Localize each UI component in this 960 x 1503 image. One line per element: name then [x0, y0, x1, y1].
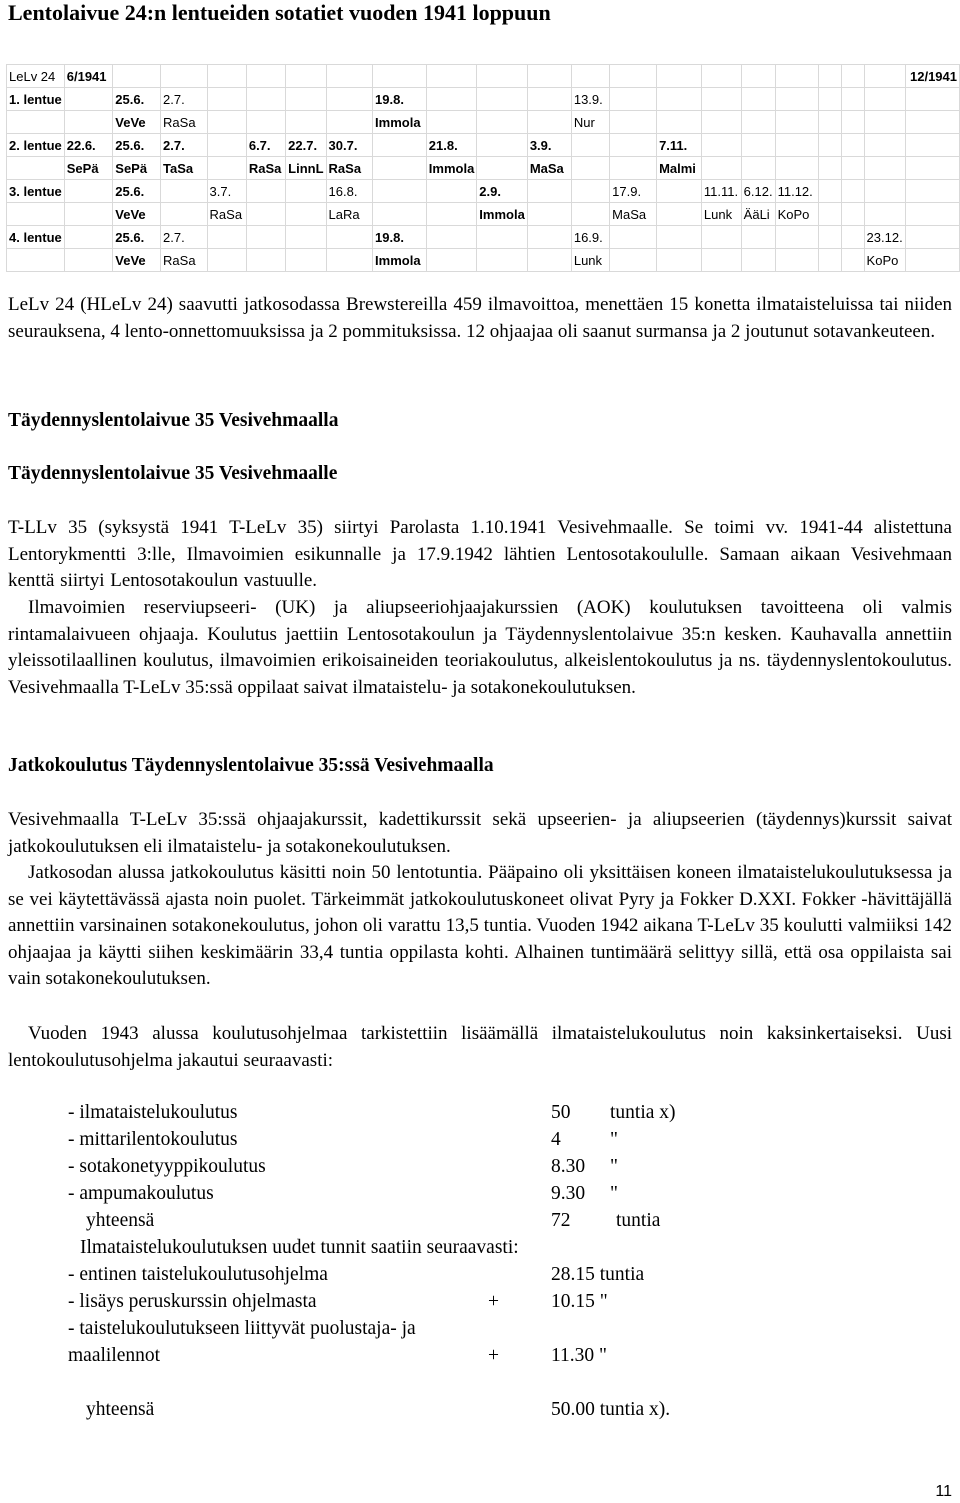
table-cell: 12/1941 — [905, 65, 959, 88]
table-cell — [571, 134, 609, 157]
table-row — [7, 111, 960, 134]
table-cell — [657, 203, 702, 226]
table-cell: Lunk — [571, 249, 609, 272]
table-cell — [477, 157, 528, 180]
table-cell — [841, 249, 864, 272]
table-cell: SePä — [113, 157, 161, 180]
table-cell — [246, 180, 285, 203]
table-cell — [527, 65, 571, 88]
table-cell — [701, 249, 741, 272]
table-row — [7, 134, 960, 157]
paragraph-courses: Vesivehmaalla T-LeLv 35:ssä ohjaajakurssit, kadettikurssit sekä upseerien- ja aliupseerien (täydennys)kurssit saivat jatkokoulutuksen eli ilmataistelu- ja sotakonekoulutuksen. — [8, 809, 952, 857]
squadron-timeline-table — [6, 64, 960, 272]
program-item-unit: tuntia x) — [610, 1102, 676, 1123]
table-cell — [527, 88, 571, 111]
program-sub-heading: Ilmataistelukoulutuksen uudet tunnit saatiin seuraavasti: — [80, 1237, 519, 1258]
table-cell — [741, 134, 775, 157]
table-cell — [207, 249, 246, 272]
program-sub-total-label: yhteensä — [86, 1399, 155, 1420]
table-cell — [326, 249, 373, 272]
program-item-unit: " — [610, 1129, 618, 1150]
table-cell: 19.8. — [373, 226, 427, 249]
table-cell — [864, 203, 905, 226]
table-cell — [741, 65, 775, 88]
table-cell — [207, 65, 246, 88]
table-cell — [246, 249, 285, 272]
table-cell — [64, 180, 113, 203]
program-sub-item-value: 11.30 " — [551, 1345, 607, 1366]
table-cell — [326, 111, 373, 134]
table-cell — [7, 249, 65, 272]
table-cell: 22.6. — [64, 134, 113, 157]
table-cell — [841, 226, 864, 249]
program-sub-item-value: 28.15 tuntia — [551, 1264, 645, 1285]
table-cell — [701, 65, 741, 88]
program-sub-item-label: - lisäys peruskurssin ohjelmasta — [68, 1291, 317, 1312]
table-cell: TaSa — [161, 157, 208, 180]
table-cell: 3.9. — [527, 134, 571, 157]
table-cell — [64, 226, 113, 249]
program-item-label: - ampumakoulutus — [68, 1183, 214, 1204]
table-cell — [373, 180, 427, 203]
table-cell — [426, 180, 477, 203]
program-item-unit: " — [610, 1156, 618, 1177]
table-cell — [741, 249, 775, 272]
table-cell — [246, 88, 285, 111]
table-cell: 6.7. — [246, 134, 285, 157]
table-cell: 23.12. — [864, 226, 905, 249]
table-cell — [610, 157, 657, 180]
table-cell — [207, 111, 246, 134]
table-cell: 6.12. — [741, 180, 775, 203]
table-cell: 25.6. — [113, 88, 161, 111]
table-cell — [286, 226, 326, 249]
table-cell — [426, 111, 477, 134]
section-heading-vesivehmaalle: Täydennyslentolaivue 35 Vesivehmaalle — [8, 463, 338, 484]
table-cell — [818, 157, 841, 180]
paragraph-transfer: T-LLv 35 (syksystä 1941 T-LeLv 35) siirtyi Parolasta 1.10.1941 Vesivehmaalle. Se toimi vv. 1941-44 alistettuna Lentorykmentti 3:lle, Ilmavoimien esikunnalle ja 17.9.1942 lähtien Lentosotakoululle. Samaan aikaan Vesivehmaan kenttä siirtyi Lentosotakoulun vastuulle. — [8, 517, 952, 592]
table-cell — [818, 249, 841, 272]
table-cell — [610, 134, 657, 157]
table-cell — [426, 65, 477, 88]
table-row — [7, 226, 960, 249]
paragraph-continuation-war: Jatkosodan alussa jatkokoulutus käsitti noin 50 lentotuntia. Pääpaino oli yksittäisen koneen ilmataistelukoulutuksessa ja se vei käytettävässä ajasta noin puolet. Tärkeimmät jatkokoulutuskoneet olivat Pyry ja Fokker D.XXI. Fokker -hävittäjällä annettiin varsinainen sotakonekoulutus, johon oli varattu 13,5 tuntia. Vuoden 1942 aikana T-LeLv 35 koulutti valmiiksi 142 ohjaajaa ja käytti siihen keskimäärin 33,4 tuntia oppilasta kohti. Alhainen tuntimäärä selittyy sillä, että osa oppilaista sai vain sotakonekoulutuksen. — [8, 862, 952, 990]
table-cell: RaSa — [207, 203, 246, 226]
program-total-value: 72 — [551, 1210, 571, 1231]
table-cell — [818, 88, 841, 111]
program-sub-item-value: 10.15 " — [551, 1291, 608, 1312]
table-cell — [113, 65, 161, 88]
table-cell — [426, 249, 477, 272]
table-cell: RaSa — [161, 249, 208, 272]
table-cell: VeVe — [113, 249, 161, 272]
table-cell — [373, 134, 427, 157]
table-cell — [701, 157, 741, 180]
table-cell — [841, 88, 864, 111]
table-cell — [864, 88, 905, 111]
table-cell: MaSa — [527, 157, 571, 180]
table-cell — [571, 180, 609, 203]
table-cell: LaRa — [326, 203, 373, 226]
table-cell — [326, 226, 373, 249]
table-cell: KoPo — [775, 203, 818, 226]
table-cell — [905, 111, 959, 134]
table-cell: 19.8. — [373, 88, 427, 111]
table-cell: 11.12. — [775, 180, 818, 203]
program-sub-total-value: 50.00 tuntia x). — [551, 1399, 671, 1420]
program-sub-item-label: - entinen taistelukoulutusohjelma — [68, 1264, 328, 1285]
table-cell — [818, 111, 841, 134]
table-cell — [775, 226, 818, 249]
table-cell — [373, 157, 427, 180]
table-cell — [841, 180, 864, 203]
table-cell: 16.8. — [326, 180, 373, 203]
table-cell — [426, 226, 477, 249]
table-cell: 7.11. — [657, 134, 702, 157]
table-cell — [477, 65, 528, 88]
table-cell: 22.7. — [286, 134, 326, 157]
program-total-unit: tuntia — [616, 1210, 661, 1231]
table-cell — [657, 180, 702, 203]
table-cell: KoPo — [864, 249, 905, 272]
table-cell — [775, 111, 818, 134]
program-sub-item-plus: + — [488, 1291, 499, 1312]
table-cell: 2. lentue — [7, 134, 65, 157]
program-sub-item-plus: + — [488, 1345, 499, 1366]
table-cell — [701, 88, 741, 111]
table-cell: 2.7. — [161, 134, 208, 157]
table-cell: RaSa — [161, 111, 208, 134]
table-cell — [477, 226, 528, 249]
table-cell — [741, 111, 775, 134]
table-cell — [7, 157, 65, 180]
table-cell — [864, 65, 905, 88]
table-cell — [373, 65, 427, 88]
table-row — [7, 157, 960, 180]
table-cell: 2.9. — [477, 180, 528, 203]
table-cell — [610, 111, 657, 134]
table-cell — [864, 134, 905, 157]
table-cell — [64, 111, 113, 134]
table-cell — [701, 134, 741, 157]
table-cell — [841, 203, 864, 226]
table-cell — [818, 203, 841, 226]
table-cell: 25.6. — [113, 226, 161, 249]
table-cell — [286, 180, 326, 203]
program-total-label: yhteensä — [86, 1210, 155, 1231]
table-cell — [373, 203, 427, 226]
table-cell — [207, 134, 246, 157]
table-cell: Immola — [426, 157, 477, 180]
program-sub-item-label: - taistelukoulutukseen liittyvät puolustaja- ja — [68, 1318, 416, 1339]
table-cell — [207, 226, 246, 249]
table-row — [7, 88, 960, 111]
table-cell: 2.7. — [161, 88, 208, 111]
program-item-value: 9.30 — [551, 1183, 586, 1204]
table-cell: VeVe — [113, 203, 161, 226]
table-cell — [775, 157, 818, 180]
table-cell — [7, 111, 65, 134]
table-cell: 2.7. — [161, 226, 208, 249]
table-cell: 25.6. — [113, 180, 161, 203]
table-cell — [775, 65, 818, 88]
intro-paragraph: LeLv 24 (HLeLv 24) saavutti jatkosodassa Brewstereilla 459 ilmavoittoa, menettäen 15 konetta ilmataisteluissa tai niiden seurauksena, 4 lento-onnettomuuksissa ja 2 pommituksissa. 12 ohjaajaa oli saanut surmansa ja 2 joutunut sotavankeuteen. — [8, 294, 952, 342]
table-cell — [286, 111, 326, 134]
table-cell — [741, 157, 775, 180]
table-cell — [905, 180, 959, 203]
table-cell — [477, 111, 528, 134]
table-cell — [64, 249, 113, 272]
table-cell — [841, 134, 864, 157]
table-cell — [610, 88, 657, 111]
table-cell: 16.9. — [571, 226, 609, 249]
table-cell — [701, 111, 741, 134]
table-cell — [7, 203, 65, 226]
table-cell — [864, 180, 905, 203]
program-item-value: 4 — [551, 1129, 561, 1150]
program-item-unit: " — [610, 1183, 618, 1204]
table-cell — [657, 88, 702, 111]
table-cell — [701, 226, 741, 249]
section-heading-vesivehmaalla: Täydennyslentolaivue 35 Vesivehmaalla — [8, 410, 339, 431]
table-cell — [477, 134, 528, 157]
table-cell — [571, 203, 609, 226]
program-item-value: 50 — [551, 1102, 571, 1123]
page-number: 11 — [935, 1483, 952, 1500]
table-cell — [246, 65, 285, 88]
table-row — [7, 203, 960, 226]
table-cell — [818, 180, 841, 203]
table-cell: 3. lentue — [7, 180, 65, 203]
paragraph-training-goal: Ilmavoimien reserviupseeri- (UK) ja aliupseeriohjaajakurssien (AOK) koulutuksen tavoitteena oli valmis rintamalaivueen ohjaaja. Koulutus jaettiin Lentosotakoulun ja Täydennyslentolaivue 35:n kesken. Kauhavalla annettiin yleissotilaallinen koulutus, ilmavoimien erikoisaineiden teoriakoulutus, alkeislentokoulutus ja ns. täydennyslentokoulutus. Vesivehmaalla T-LeLv 35:ssä oppilaat saivat ilmataistelu- ja sotakonekoulutuksen. — [8, 597, 952, 698]
table-cell — [841, 65, 864, 88]
table-cell — [161, 65, 208, 88]
table-cell — [905, 134, 959, 157]
table-cell — [571, 65, 609, 88]
table-cell: VeVe — [113, 111, 161, 134]
table-cell: 17.9. — [610, 180, 657, 203]
table-cell — [657, 111, 702, 134]
table-cell — [527, 111, 571, 134]
table-cell — [775, 134, 818, 157]
table-cell — [841, 111, 864, 134]
table-cell: Lunk — [701, 203, 741, 226]
table-cell: 25.6. — [113, 134, 161, 157]
table-cell — [207, 88, 246, 111]
table-cell — [161, 203, 208, 226]
table-cell — [326, 88, 373, 111]
table-cell: 11.11. — [701, 180, 741, 203]
table-cell: 4. lentue — [7, 226, 65, 249]
table-cell — [657, 249, 702, 272]
table-cell — [775, 88, 818, 111]
table-cell — [775, 249, 818, 272]
table-cell: SePä — [64, 157, 113, 180]
table-cell — [527, 203, 571, 226]
table-cell: 21.8. — [426, 134, 477, 157]
table-cell — [286, 249, 326, 272]
table-cell: 1. lentue — [7, 88, 65, 111]
table-cell: MaSa — [610, 203, 657, 226]
table-row — [7, 249, 960, 272]
table-cell — [841, 157, 864, 180]
table-cell: ÄäLi — [741, 203, 775, 226]
table-cell — [657, 226, 702, 249]
table-cell — [477, 249, 528, 272]
table-cell — [657, 65, 702, 88]
table-cell — [426, 203, 477, 226]
table-cell — [326, 65, 373, 88]
table-cell: LinnL — [286, 157, 326, 180]
page-title: Lentolaivue 24:n lentueiden sotatiet vuoden 1941 loppuun — [8, 0, 551, 25]
program-item-label: - ilmataistelukoulutus — [68, 1102, 238, 1123]
table-cell — [610, 226, 657, 249]
table-cell — [864, 157, 905, 180]
table-cell — [286, 203, 326, 226]
table-cell: Immola — [373, 111, 427, 134]
table-cell — [610, 65, 657, 88]
table-cell — [905, 226, 959, 249]
program-item-label: - sotakonetyyppikoulutus — [68, 1156, 266, 1177]
table-cell: LeLv 24 — [7, 65, 65, 88]
table-cell: Malmi — [657, 157, 702, 180]
table-cell — [905, 249, 959, 272]
paragraph-1943: Vuoden 1943 alussa koulutusohjelmaa tarkistettiin lisäämällä ilmataistelukoulutus noin kaksinkertaiseksi. Uusi lentokoulutusohjelma jakautui seuraavasti: — [8, 1023, 952, 1071]
table-cell — [741, 88, 775, 111]
section-heading-jatkokoulutus: Jatkokoulutus Täydennyslentolaivue 35:ssä Vesivehmaalla — [8, 755, 494, 776]
table-cell — [905, 88, 959, 111]
table-cell — [610, 249, 657, 272]
table-cell — [161, 180, 208, 203]
table-cell — [905, 203, 959, 226]
table-row — [7, 65, 960, 88]
program-sub-item-label: maalilennot — [68, 1345, 161, 1366]
table-cell: RaSa — [246, 157, 285, 180]
table-cell — [905, 157, 959, 180]
table-cell: 13.9. — [571, 88, 609, 111]
table-cell — [286, 88, 326, 111]
table-cell: 30.7. — [326, 134, 373, 157]
table-cell — [864, 111, 905, 134]
table-cell — [246, 111, 285, 134]
table-cell: Immola — [373, 249, 427, 272]
table-cell — [527, 226, 571, 249]
table-cell — [571, 157, 609, 180]
table-cell: RaSa — [326, 157, 373, 180]
table-cell — [286, 65, 326, 88]
program-item-label: - mittarilentokoulutus — [68, 1129, 238, 1150]
table-cell: Immola — [477, 203, 528, 226]
table-cell: Nur — [571, 111, 609, 134]
table-row — [7, 180, 960, 203]
program-item-value: 8.30 — [551, 1156, 586, 1177]
table-cell — [527, 180, 571, 203]
table-cell: 3.7. — [207, 180, 246, 203]
table-cell — [527, 249, 571, 272]
table-cell: 6/1941 — [64, 65, 113, 88]
table-cell — [818, 134, 841, 157]
table-cell — [477, 88, 528, 111]
table-cell — [818, 65, 841, 88]
table-cell — [246, 226, 285, 249]
table-cell — [207, 157, 246, 180]
table-cell — [741, 226, 775, 249]
table-cell — [426, 88, 477, 111]
table-cell — [246, 203, 285, 226]
table-cell — [64, 88, 113, 111]
table-cell — [818, 226, 841, 249]
table-cell — [64, 203, 113, 226]
